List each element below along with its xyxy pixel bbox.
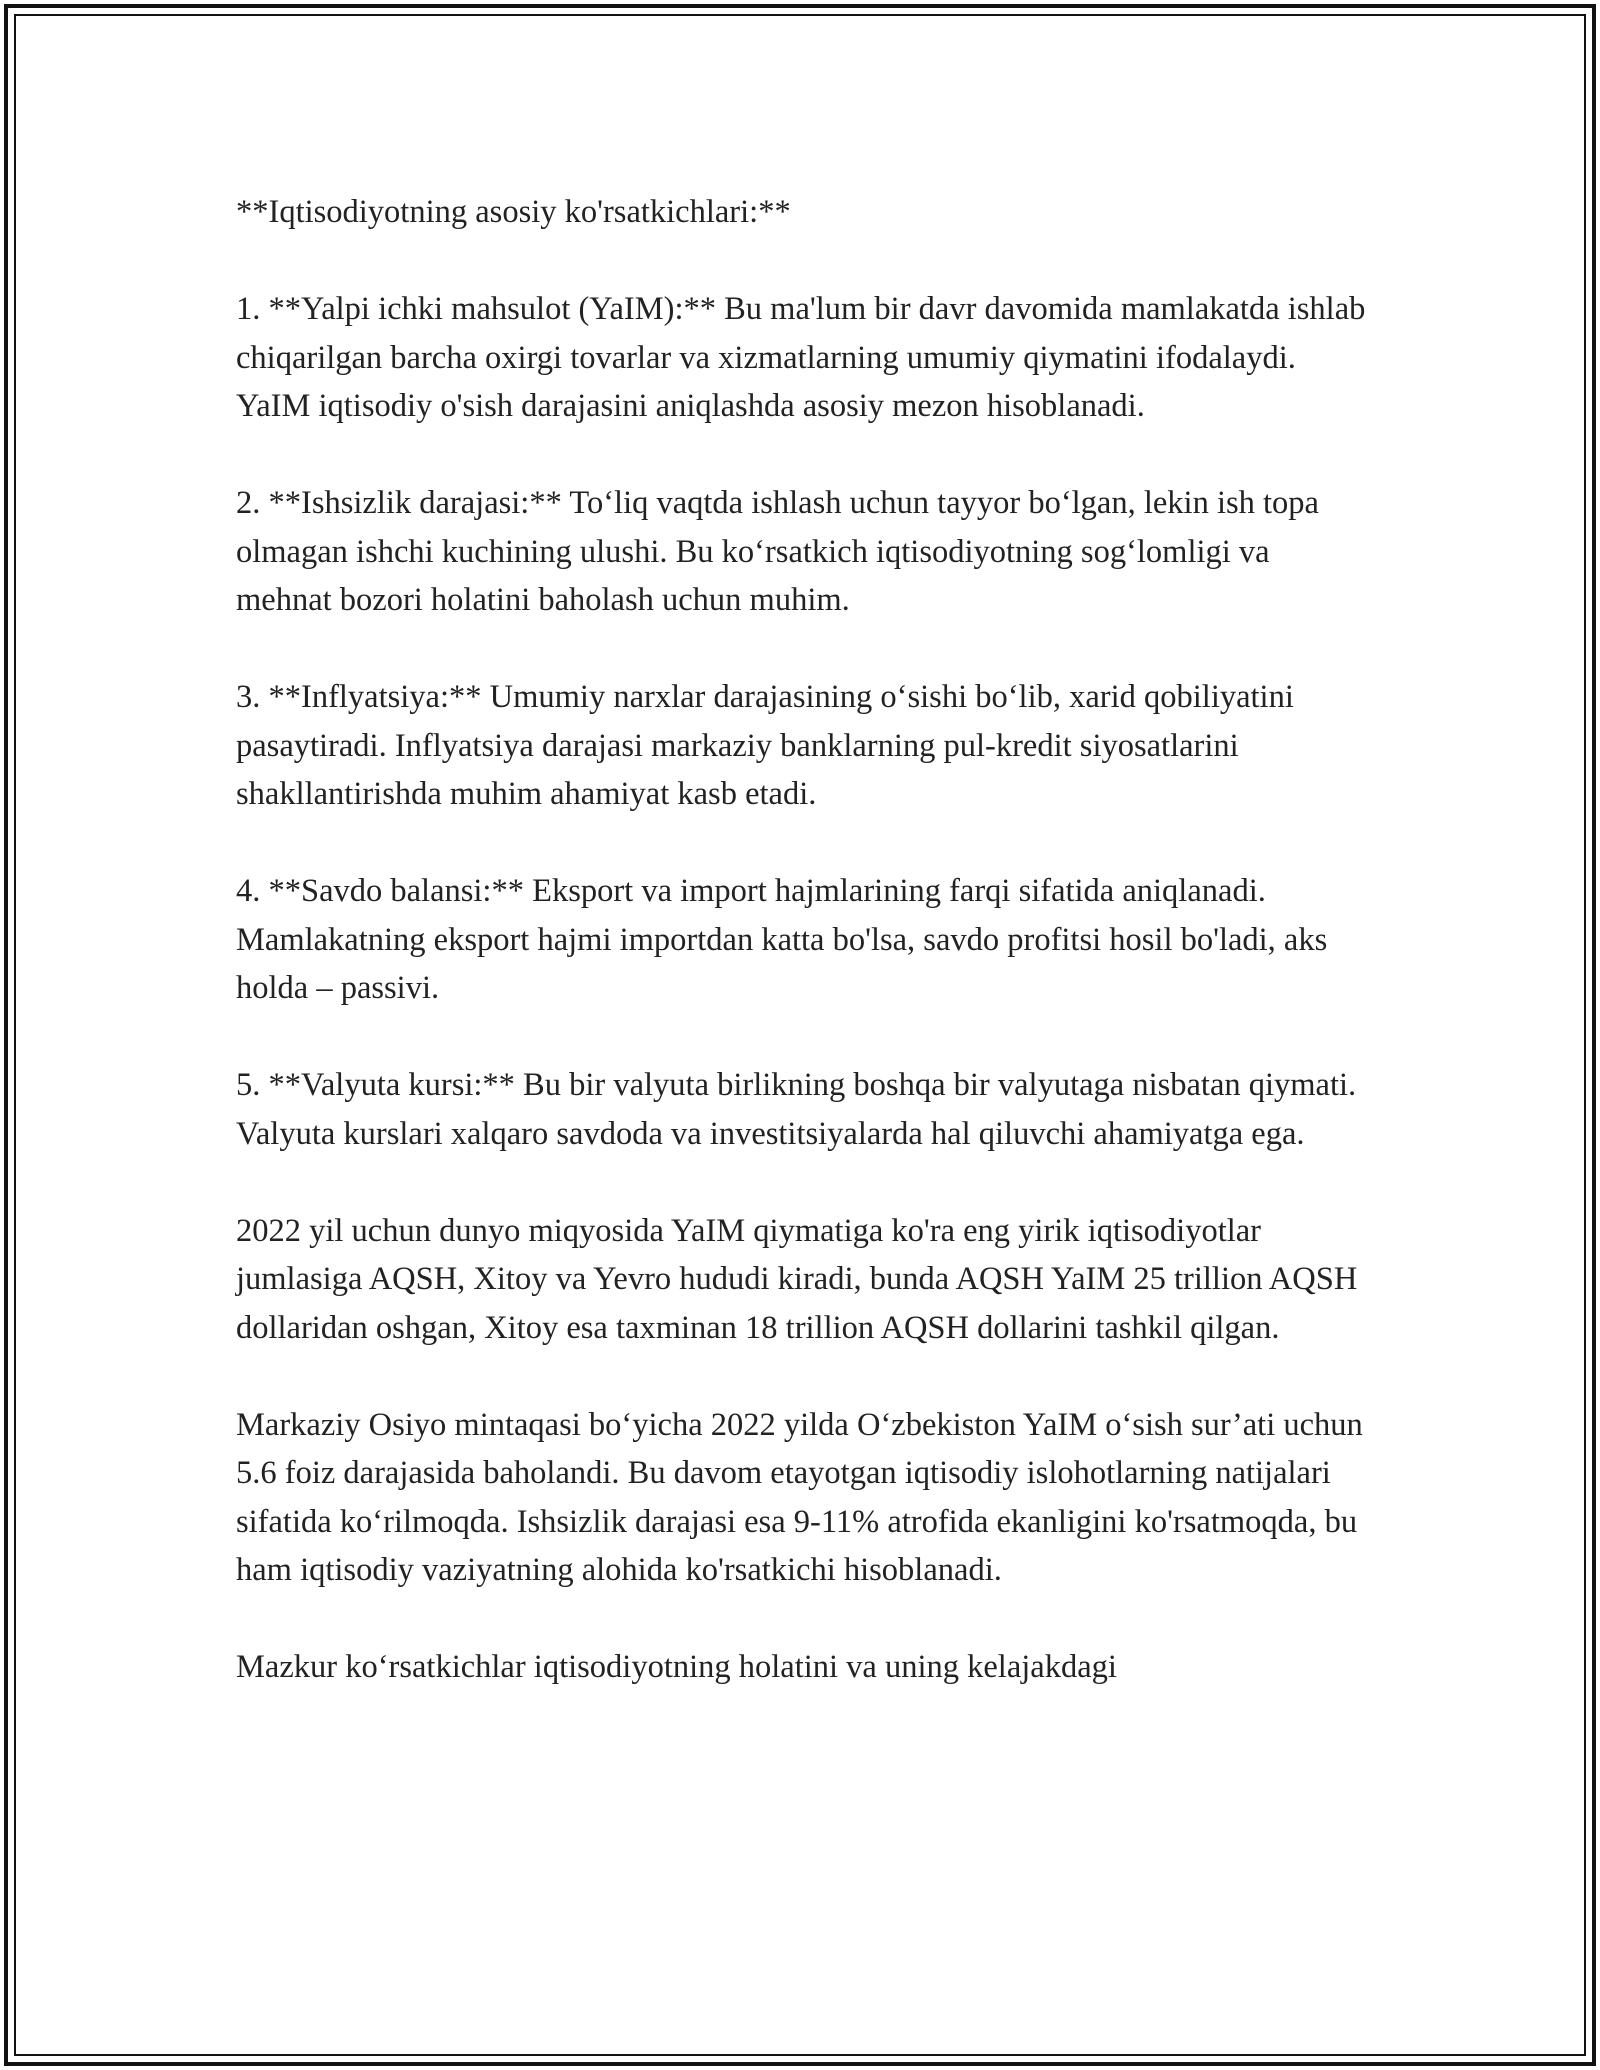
paragraph-trade-balance: 4. **Savdo balansi:** Eksport va import hajmlarining farqi sifatida aniqlanadi. Mamlakatning eksport hajmi importdan katta bo'lsa, savdo profitsi hosil bo'ladi, aks holda – passivi. — [236, 873, 1328, 1006]
paragraph-gdp: 1. **Yalpi ichki mahsulot (YaIM):** Bu ma'lum bir davr davomida mamlakatda ishlab chiqarilgan barcha oxirgi tovarlar va xizmatlarning umumiy qiymatini ifodalaydi. YaIM iqtisodiy o'sish darajasini aniqlashda asosiy mezon hisoblanadi. — [236, 291, 1366, 424]
paragraph-exchange-rate: 5. **Valyuta kursi:** Bu bir valyuta birlikning boshqa bir valyutaga nisbatan qiymati. Valyuta kurslari xalqaro savdoda va investitsiyalarda hal qiluvchi ahamiyatga ega. — [236, 1067, 1357, 1152]
document-heading: **Iqtisodiyotning asosiy ko'rsatkichlari:** — [236, 194, 791, 230]
paragraph-central-asia: Markaziy Osiyo mintaqasi bo‘yicha 2022 yilda O‘zbekiston YaIM o‘sish sur’ati uchun 5.6 foiz darajasida baholandi. Bu davom etayotgan iqtisodiy islohotlarning natijalari sifatida ko‘rilmoqda. Ishsizlik darajasi esa 9-11% atrofida ekanligini ko'rsatmoqda, bu ham iqtisodiy vaziyatning alohida ko'rsatkichi hisoblanadi. — [236, 1406, 1363, 1588]
paragraph-conclusion: Mazkur ko‘rsatkichlar iqtisodiyotning holatini va uning kelajakdagi — [236, 1649, 1117, 1685]
paragraph-world-gdp: 2022 yil uchun dunyo miqyosida YaIM qiymatiga ko'ra eng yirik iqtisodiyotlar jumlasiga AQSH, Xitoy va Yevro hududi kiradi, bunda AQSH YaIM 25 trillion AQSH dollaridan oshgan, Xitoy esa taxminan 18 trillion AQSH dollarini tashkil qilgan. — [236, 1212, 1358, 1346]
paragraph-inflation: 3. **Inflyatsiya:** Umumiy narxlar darajasining o‘sishi bo‘lib, xarid qobiliyatini pasaytiradi. Inflyatsiya darajasi markaziy banklarning pul-kredit siyosatlarini shakllantirishda muhim ahamiyat kasb etadi. — [236, 679, 1294, 812]
paragraph-unemployment: 2. **Ishsizlik darajasi:** To‘liq vaqtda ishlash uchun tayyor bo‘lgan, lekin ish topa olmagan ishchi kuchining ulushi. Bu ko‘rsatkich iqtisodiyotning sog‘lomligi va mehnat bozori holatini baholash uchun muhim. — [236, 485, 1319, 618]
document-body — [236, 188, 1366, 1692]
